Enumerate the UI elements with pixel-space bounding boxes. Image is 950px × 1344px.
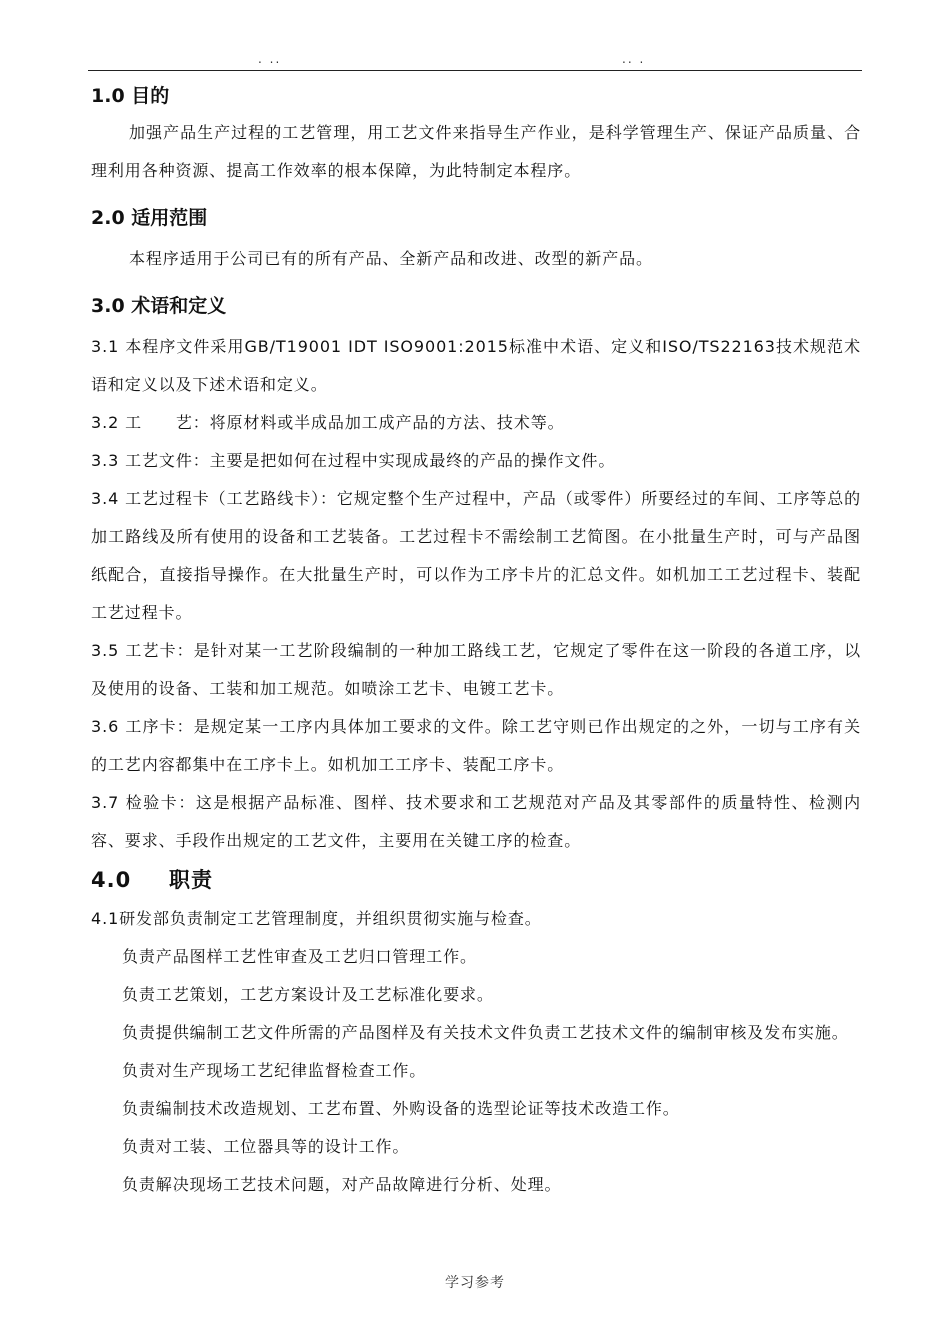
section-2-heading: 2.0 适用范围 <box>91 207 208 229</box>
duty-item: 负责对工装、工位器具等的设计工作。 <box>122 1137 410 1156</box>
definition-3-3: 3.3 工艺文件：主要是把如何在过程中实现成最终的产品的操作文件。 <box>91 451 616 470</box>
duty-item: 负责对生产现场工艺纪律监督检查工作。 <box>122 1061 427 1080</box>
duty-item: 负责编制技术改造规划、工艺布置、外购设备的选型论证等技术改造工作。 <box>122 1099 680 1118</box>
responsibility-4-1: 4.1研发部负责制定工艺管理制度，并组织贯彻实施与检查。 <box>91 909 542 928</box>
definition-3-2: 3.2 工 艺：将原材料或半成品加工成产品的方法、技术等。 <box>91 413 565 432</box>
duty-item: 负责提供编制工艺文件所需的产品图样及有关技术文件负责工艺技术文件的编制审核及发布实施。 <box>122 1023 849 1042</box>
definition-3-4: 3.4 工艺过程卡（工艺路线卡）：它规定整个生产过程中，产品（或零件）所要经过的车间、工序等总的加工路线及所有使用的设备和工艺装备。工艺过程卡不需绘制工艺简图。在小批量生产时，可与产品图纸配合，直接指导操作。在大批量生产时，可以作为工序卡片的汇总文件。如机加工工艺过程卡、装配工艺过程卡。 <box>91 489 861 622</box>
definition-3-7: 3.7 检验卡：这是根据产品标准、图样、技术要求和工艺规范对产品及其零部件的质量特性、检测内容、要求、手段作出规定的工艺文件，主要用在关键工序的检查。 <box>91 793 861 850</box>
definition-3-6: 3.6 工序卡：是规定某一工序内具体加工要求的文件。除工艺守则已作出规定的之外，一切与工序有关的工艺内容都集中在工序卡上。如机加工工序卡、装配工序卡。 <box>91 717 861 774</box>
section-3-heading: 3.0 术语和定义 <box>91 295 227 317</box>
section-1-text: 加强产品生产过程的工艺管理，用工艺文件来指导生产作业，是科学管理生产、保证产品质量、合理利用各种资源、提高工作效率的根本保障，为此特制定本程序。 <box>91 123 861 180</box>
header-dots-right: .. . <box>622 52 646 66</box>
section-4-number: 4.0 <box>91 868 132 892</box>
header-divider <box>88 70 862 71</box>
header-dots-left: . .. <box>258 52 282 66</box>
page-footer: 学习参考 <box>445 1275 505 1291</box>
duty-item: 负责产品图样工艺性审查及工艺归口管理工作。 <box>122 947 477 966</box>
section-4-heading <box>91 868 861 892</box>
definition-3-1: 3.1 本程序文件采用GB/T19001 IDT ISO9001:2015标准中术语、定义和ISO/TS22163技术规范术语和定义以及下述术语和定义。 <box>91 337 861 394</box>
section-1-heading: 1.0 目的 <box>91 85 170 107</box>
definition-3-5: 3.5 工艺卡：是针对某一工艺阶段编制的一种加工路线工艺，它规定了零件在这一阶段的各道工序，以及使用的设备、工装和加工规范。如喷涂工艺卡、电镀工艺卡。 <box>91 641 861 698</box>
section-2-text: 本程序适用于公司已有的所有产品、全新产品和改进、改型的新产品。 <box>129 249 653 268</box>
duty-item: 负责解决现场工艺技术问题，对产品故障进行分析、处理。 <box>122 1175 562 1194</box>
duty-item: 负责工艺策划，工艺方案设计及工艺标准化要求。 <box>122 985 494 1004</box>
document-body <box>91 80 861 1204</box>
section-4-title: 职责 <box>169 868 213 892</box>
